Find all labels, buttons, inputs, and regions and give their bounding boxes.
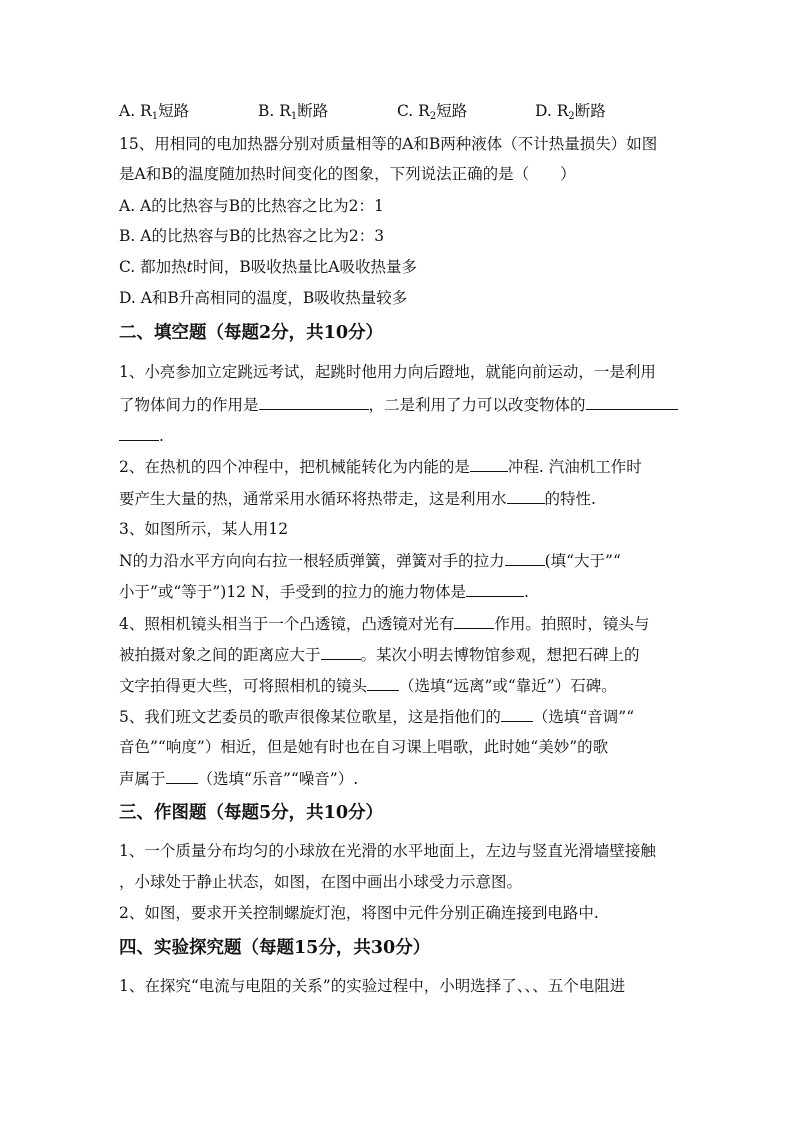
q15-option-c: C. 都加热t时间，B吸收热量比A吸收热量多 — [119, 258, 417, 276]
s2-q4-line3: 文字拍得更大些，可将照相机的镜头 （选填“远离”或“靠近”）石碑。 — [119, 677, 617, 695]
answer-blank — [501, 706, 533, 722]
answer-blank — [166, 768, 198, 784]
answer-blank — [466, 581, 524, 597]
q14-option-b: B. $R_1$断路 — [258, 102, 329, 122]
answer-blank — [367, 675, 399, 691]
s2-q3-line2: N的力沿水平方向向右拉一根轻质弹簧，弹簧对手的拉力 (填“大于”“ — [119, 552, 621, 570]
s3-q2-line1: 2、如图，要求开关控制螺旋灯泡，将图中元件分别正确连接到电路中. — [119, 904, 599, 922]
answer-blank — [586, 394, 678, 410]
q14-option-a: A. $R_1$短路 — [119, 102, 190, 122]
answer-blank — [259, 394, 369, 410]
s4-q1-line1: 1、在探究“电流与电阻的关系”的实验过程中，小明选择了、、、五个电阻进 — [119, 977, 626, 995]
q15-option-a: A. A的比热容与B的比热容之比为2：1 — [119, 197, 384, 215]
answer-blank — [470, 456, 508, 472]
q15-stem-line2: 是A和B的温度随加热时间变化的图象，下列说法正确的是（ ） — [119, 165, 576, 183]
s3-q1-line1: 1、一个质量分布均匀的小球放在光滑的水平地面上，左边与竖直光滑墙壁接触 — [119, 842, 656, 860]
s2-q5-line1: 5、我们班文艺委员的歌声很像某位歌星，这是指他们的 （选填“音调”“ — [119, 708, 635, 726]
s2-q5-line2: 音色”“响度”）相近，但是她有时也在自习课上唱歌，此时她“美妙”的歌 — [119, 738, 609, 756]
s2-q1-line1: 1、小亮参加立定跳远考试，起跳时他用力向后蹬地，就能向前运动，一是利用 — [119, 363, 656, 381]
q14-option-d: D. $R_2$断路 — [535, 102, 606, 122]
s2-q5-line3: 声属于 （选填“乐音”“噪音”）. — [119, 770, 359, 788]
section4-heading: 四、实验探究题（每题15分，共30分） — [119, 938, 431, 958]
answer-blank — [119, 425, 159, 441]
s2-q1-line2: 了物体间力的作用是 ，二是利用了力可以改变物体的 — [119, 394, 678, 415]
q15-option-d: D. A和B升高相同的温度，B吸收热量较多 — [119, 289, 408, 307]
s2-q1-line3: . — [119, 425, 164, 446]
q15-option-b: B. A的比热容与B的比热容之比为2：3 — [119, 227, 385, 245]
answer-blank — [507, 488, 545, 504]
s2-q2-line1: 2、在热机的四个冲程中，把机械能转化为内能的是 冲程. 汽油机工作时 — [119, 458, 642, 476]
s2-q4-line1: 4、照相机镜头相当于一个凸透镜，凸透镜对光有 作用。拍照时，镜头与 — [119, 615, 650, 633]
s2-q3-line3: 小于”或“等于”)12 N，手受到的拉力的施力物体是 . — [119, 583, 529, 601]
answer-blank — [505, 550, 545, 566]
s2-q2-line2: 要产生大量的热，通常采用水循环将热带走，这是利用水 的特性. — [119, 490, 596, 508]
s3-q1-line2: ，小球处于静止状态，如图，在图中画出小球受力示意图。 — [119, 873, 523, 891]
q14-option-c: C. $R_2$短路 — [397, 102, 468, 122]
s2-q3-line1: 3、如图所示，某人用12 — [119, 520, 289, 538]
section2-heading: 二、填空题（每题2分，共10分） — [119, 323, 384, 343]
answer-blank — [321, 644, 361, 660]
q15-stem-line1: 15、用相同的电加热器分别对质量相等的A和B两种液体（不计热量损失）如图 — [119, 135, 658, 153]
answer-blank — [454, 613, 494, 629]
section3-heading: 三、作图题（每题5分，共10分） — [119, 803, 384, 823]
s2-q4-line2: 被拍摄对象之间的距离应大于 。某次小明去博物馆参观，想把石碑上的 — [119, 646, 640, 664]
